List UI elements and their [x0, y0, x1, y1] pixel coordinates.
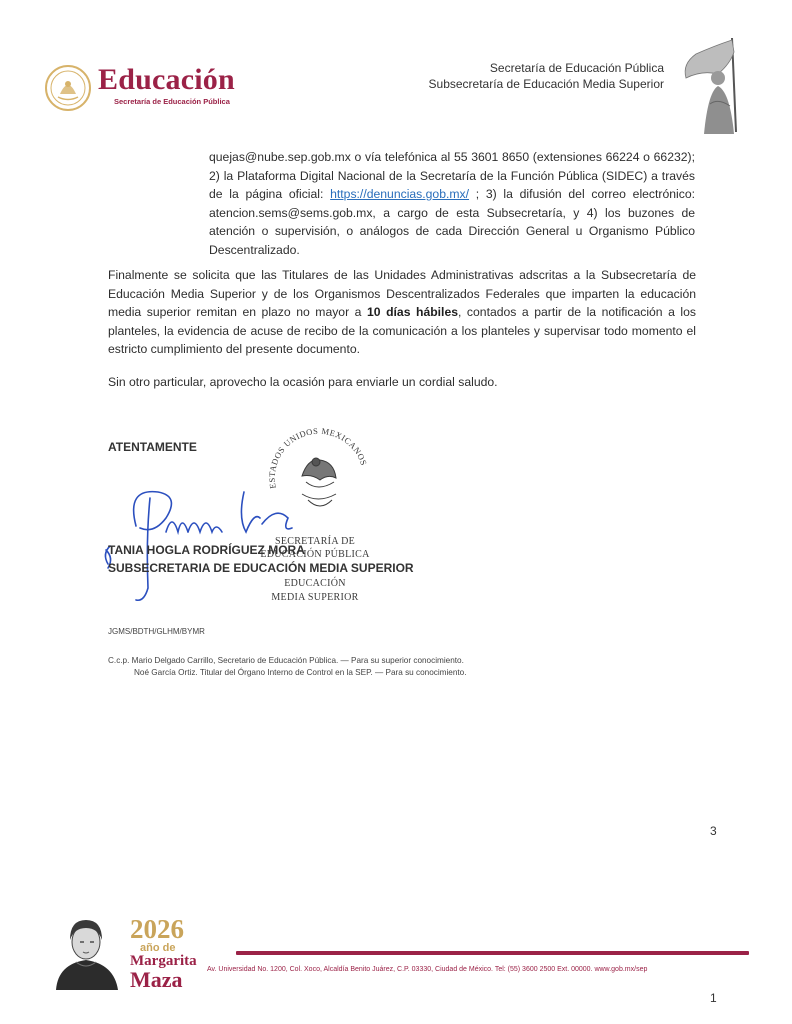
- year-text: 2026: [130, 914, 184, 944]
- deadline-bold: 10 días hábiles: [367, 305, 458, 319]
- footer-divider: [236, 951, 749, 955]
- stamp-line-2: EDUCACIÓN PÚBLICA: [260, 549, 370, 560]
- paragraph-2-text-b: , contados a partir de la notificación a los planteles, la evidencia de acuse de recibo de la comunicación a los planteles y supervisar todo momento el estricto cumplimiento del presente documento.: [108, 305, 697, 356]
- brand-subtitle: Secretaría de Educación Pública: [114, 97, 230, 106]
- coat-of-arms-icon: [44, 64, 92, 112]
- honoree-first-name: Margarita: [130, 953, 197, 969]
- issuer-line-1: Secretaría de Educación Pública: [489, 61, 664, 75]
- footer-address: Av. Universidad No. 1200, Col. Xoco, Alcaldía Benito Juárez, C.P. 03330, Ciudad de México. Tel: (55) 3600 2500 Ext. 00000. www.gob.mx/sep: [207, 966, 648, 973]
- paragraph-request: [108, 266, 696, 359]
- closing-atentamente: ATENTAMENTE: [108, 440, 197, 454]
- education-logo: [44, 62, 284, 112]
- flag-figure-illustration-icon: [674, 34, 764, 134]
- ccp-line-2: Noé García Ortiz. Titular del Órgano Interno de Control en la SEP. — Para su conocimiento.: [134, 668, 467, 677]
- signer-name: TANIA HOGLA RODRÍGUEZ MORA: [108, 543, 305, 557]
- margarita-maza-portrait: [46, 912, 128, 990]
- paragraph-2-text-a: Finalmente se solicita que las Titulares de las Unidades Administrativas adscritas a la Subsecretaría de Educación Media Superior y de los Organismos Descentralizados Federales que imparten la educación media superior remitan en plazo no mayor a: [108, 268, 696, 319]
- year-subtitle: año de: [140, 942, 176, 954]
- page-number: 1: [710, 991, 717, 1005]
- carbon-copy-list: [108, 655, 467, 679]
- stamp-line-4: MEDIA SUPERIOR: [271, 592, 359, 603]
- honoree-last-name: Maza: [130, 967, 183, 992]
- eagle-icon: [302, 458, 336, 506]
- brand-name: Educación: [98, 63, 235, 96]
- issuer-header: [429, 60, 664, 92]
- stamp-ring-text: ESTADOS UNIDOS MEXICANOS: [266, 425, 370, 490]
- paragraph-1-text-a: quejas@nube.sep.gob.mx o vía telefónica al 55 3601 8650 (extensiones 66224 o 66232); 2) la Plataforma Digital Nacional de la Secretaría de la Función Pública (SIDEC) a través de la página oficial:: [209, 150, 695, 201]
- stamp-line-3: EDUCACIÓN: [284, 578, 346, 589]
- reference-initials: JGMS/BDTH/GLHM/BYMR: [108, 627, 205, 636]
- document-page-number: 3: [710, 824, 717, 838]
- paragraph-farewell: Sin otro particular, aprovecho la ocasión para enviarle un cordial saludo.: [108, 375, 498, 389]
- ccp-line-1: C.c.p. Mario Delgado Carrillo, Secretario de Educación Pública. — Para su superior conocimiento.: [108, 656, 464, 665]
- signer-title: SUBSECRETARIA DE EDUCACIÓN MEDIA SUPERIOR: [108, 561, 414, 575]
- stamp-line-1: SECRETARÍA DE: [274, 536, 356, 547]
- commemorative-year-logo: [130, 916, 206, 991]
- denuncias-link[interactable]: https://denuncias.gob.mx/: [330, 187, 470, 201]
- issuer-line-2: Subsecretaría de Educación Media Superior: [428, 77, 664, 91]
- paragraph-1-text-b: ; 3) la difusión del correo electrónico: atencion.sems@sems.gob.mx, a cargo de esta Subsecretaría, y 4) los buzones de atención o supervisión, o análogos de cada Dirección General u Organismo Público Descentralizado.: [209, 187, 695, 257]
- paragraph-complaint-channels: [209, 148, 695, 259]
